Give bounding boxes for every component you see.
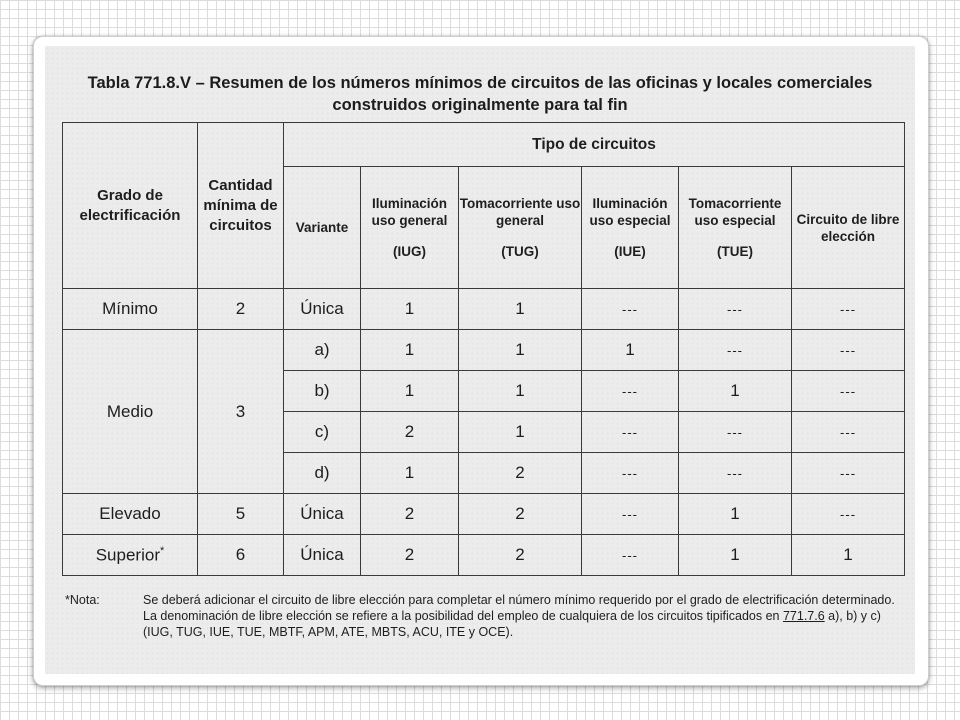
cell-iug: 1 bbox=[361, 330, 459, 371]
cell-variante: Única bbox=[284, 494, 361, 535]
cell-tug: 1 bbox=[459, 412, 582, 453]
table-row bbox=[63, 535, 905, 576]
cell-cantidad: 2 bbox=[198, 289, 284, 330]
header-tipo: Tipo de circuitos bbox=[284, 123, 905, 167]
cell-iue: 1 bbox=[582, 330, 679, 371]
cell-iug: 2 bbox=[361, 412, 459, 453]
cell-tug: 1 bbox=[459, 371, 582, 412]
title-line-2: construidos originalmente para tal fin bbox=[332, 96, 628, 114]
cell-libre: --- bbox=[792, 289, 905, 330]
cell-iug: 2 bbox=[361, 494, 459, 535]
cell-tue: --- bbox=[679, 289, 792, 330]
header-cantidad: Cantidad mínima de circuitos bbox=[198, 123, 284, 289]
header-tue-abbr: (TUE) bbox=[717, 244, 753, 259]
cell-cantidad: 6 bbox=[198, 535, 284, 576]
cell-libre: 1 bbox=[792, 535, 905, 576]
cell-iug: 1 bbox=[361, 453, 459, 494]
header-libre: Circuito de libre elección bbox=[792, 167, 905, 289]
scanned-table-image bbox=[45, 46, 915, 674]
cell-tug: 1 bbox=[459, 289, 582, 330]
header-tug-label: Tomacorriente uso general bbox=[459, 196, 581, 228]
cell-libre: --- bbox=[792, 412, 905, 453]
header-iue-label: Iluminación uso especial bbox=[589, 196, 671, 228]
cell-grado: Medio bbox=[63, 330, 198, 494]
table-row bbox=[63, 330, 905, 371]
cell-grado: Mínimo bbox=[63, 289, 198, 330]
cell-grado bbox=[63, 535, 198, 576]
cell-variante: Única bbox=[284, 289, 361, 330]
footnote-text bbox=[143, 592, 905, 640]
footnote-text-after: a), b) y c) (IUG, TUG, IUE, TUE, MBTF, APM, ATE, MBTS, ACU, ITE y OCE). bbox=[143, 609, 881, 639]
footnote-mark: * bbox=[159, 544, 165, 557]
cell-tug: 2 bbox=[459, 494, 582, 535]
header-variante: Variante bbox=[284, 167, 361, 289]
header-iue bbox=[582, 167, 679, 289]
cell-iue: --- bbox=[582, 412, 679, 453]
cell-tug: 2 bbox=[459, 453, 582, 494]
cell-variante: Única bbox=[284, 535, 361, 576]
footnote bbox=[65, 592, 905, 640]
cell-cantidad: 5 bbox=[198, 494, 284, 535]
cell-tug: 2 bbox=[459, 535, 582, 576]
title-line-1: Tabla 771.8.V – Resumen de los números mínimos de circuitos de las oficinas y locales comerciales bbox=[87, 74, 873, 92]
header-grado: Grado de electrificación bbox=[63, 123, 198, 289]
header-iug-abbr: (IUG) bbox=[393, 244, 426, 259]
header-iug bbox=[361, 167, 459, 289]
cell-tue: --- bbox=[679, 330, 792, 371]
cell-tue: --- bbox=[679, 453, 792, 494]
header-tue-label: Tomacorriente uso especial bbox=[688, 196, 782, 228]
cell-variante: a) bbox=[284, 330, 361, 371]
slide-card bbox=[33, 36, 929, 686]
cell-tug: 1 bbox=[459, 330, 582, 371]
header-tug bbox=[459, 167, 582, 289]
cell-libre: --- bbox=[792, 330, 905, 371]
header-iue-abbr: (IUE) bbox=[614, 244, 646, 259]
table-row bbox=[63, 494, 905, 535]
cell-libre: --- bbox=[792, 453, 905, 494]
cell-variante: b) bbox=[284, 371, 361, 412]
cell-iue: --- bbox=[582, 494, 679, 535]
header-iug-label: Iluminación uso general bbox=[371, 196, 448, 228]
header-tue bbox=[679, 167, 792, 289]
cell-variante: d) bbox=[284, 453, 361, 494]
cell-libre: --- bbox=[792, 494, 905, 535]
cell-variante: c) bbox=[284, 412, 361, 453]
cell-grado: Elevado bbox=[63, 494, 198, 535]
circuits-table bbox=[62, 122, 905, 576]
table-row bbox=[63, 289, 905, 330]
cell-libre: --- bbox=[792, 371, 905, 412]
cell-iug: 1 bbox=[361, 371, 459, 412]
footnote-text-before: Se deberá adicionar el circuito de libre elección para completar el número mínimo requerido por el grado de electrificación determinado. La denominación de libre elección se refiere a la posibilidad del empleo de cualquiera de los circuitos tipificados en bbox=[143, 593, 895, 623]
cell-iue: --- bbox=[582, 535, 679, 576]
cell-grado-label: Superior bbox=[95, 545, 160, 565]
cell-iue: --- bbox=[582, 453, 679, 494]
cell-cantidad: 3 bbox=[198, 330, 284, 494]
cell-iug: 1 bbox=[361, 289, 459, 330]
cell-iue: --- bbox=[582, 289, 679, 330]
footnote-label: *Nota: bbox=[65, 593, 100, 607]
cell-tue: 1 bbox=[679, 371, 792, 412]
table-title bbox=[45, 72, 915, 116]
header-tug-abbr: (TUG) bbox=[501, 244, 539, 259]
cell-tue: 1 bbox=[679, 535, 792, 576]
cell-tue: --- bbox=[679, 412, 792, 453]
cell-iug: 2 bbox=[361, 535, 459, 576]
cell-tue: 1 bbox=[679, 494, 792, 535]
cell-iue: --- bbox=[582, 371, 679, 412]
footnote-reference: 771.7.6 bbox=[782, 609, 825, 623]
